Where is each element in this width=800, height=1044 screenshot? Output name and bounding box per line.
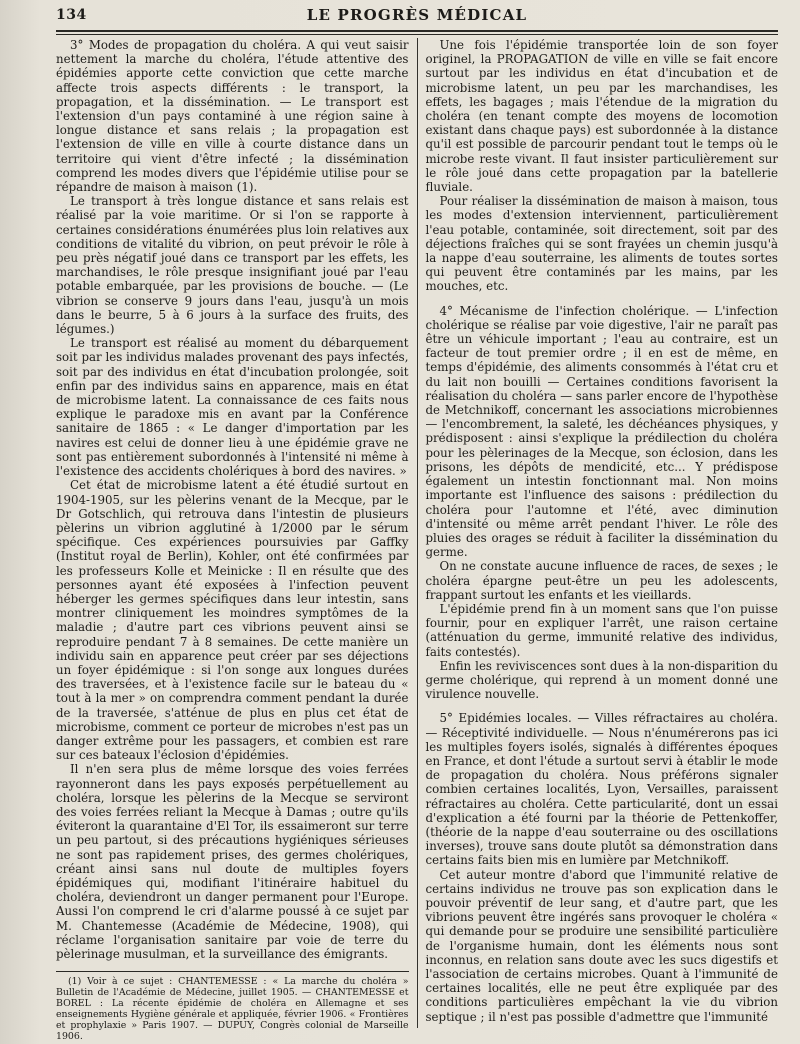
paragraph-dissemination: Pour réaliser la dissémination de maison à maison, tous les modes d'extension interviennent, particulièrement l'eau potable, contaminée, soit directement, soit par des déjections fraîches qui se sont frayées un chemin jusqu'à la nappe d'eau souterraine, les aliments de toutes sortes qui peuvent être contaminés par les mains, par les mouches, etc. xyxy=(425,194,778,294)
paragraph-reviviscences: Enfin les reviviscences sont dues à la non-disparition du germe cholérique, qui reprend à un moment donné une virulence nouvelle. xyxy=(425,658,778,702)
paragraph-propagation-ville: Une fois l'épidémie transportée loin de son foyer originel, la PROPAGATION de ville en ville se fait encore surtout par les individus en état d'incubation et de microbisme latent, un peu par les marchandises, les effets, les bagages ; mais l'étendue de la migration du choléra (en tenant compte des moyens de locomotion existant dans chaque pays) est subordonnée à la distance qu'il est possible de parcourir pendant tout le temps où le microbe reste vivant. Il faut insister particulièrement sur le rôle joué dans cette propagation par la batellerie fluviale. xyxy=(425,38,778,195)
paragraph-mecanisme-infection: 4° Mécanisme de l'infection cholérique. — L'infection cholérique se réalise par voie digestive, l'air ne paraît pas être un véhicule important ; l'eau au contraire, est un facteur de tout premier ordre ; il en est de même, en temps d'épidémie, des aliments consommés à l'état cru et du lait non bouilli — Certaines conditions favorisent la réalisation du choléra — sans parler encore de l'hypothèse de Metchnikoff, concernant les associations microbiennes — l'encombrement, la saleté, les déchéances physiques, y prédisposent : ainsi s'explique la prédilection du choléra pour les pèlerinages de la Mecque, son éclosion, dans les prisons, les dépôts de mendicité, etc... Y prédispose également un intestin fonctionnant mal. Non moins importante est l'influence des saisons : prédilection du choléra pour l'automne et l'été, avec diminution d'intensité ou même arrêt pendant l'hiver. Le rôle des pluies des orages se réduit à faciliter la dissémination du germe. xyxy=(425,303,778,560)
right-column xyxy=(417,38,778,1028)
paragraph-debarquement: Le transport est réalisé au moment du débarquement soit par les individus malades provenant des pays infectés, soit par des individus en état d'incubation prolongée, soit enfin par des individus sains en apparence, mais en état de microbisme latent. La connaissance de ces faits nous explique le paradoxe mis en avant par la Conférence sanitaire de 1865 : « Le danger d'importation par les navires est celui de donner lieu à une épidémie grave ne sont pas entièrement subordonnés à l'intensité ni même à l'existence des accidents cholériques à bord des navires. » xyxy=(56,336,409,479)
page-header xyxy=(56,0,778,30)
paragraph-transport-maritime: Le transport à très longue distance et sans relais est réalisé par la voie maritime. Or si l'on se rapporte à certaines considérations énumérées plus loin relatives aux conditions de vitalité du vibrion, on peut prévoir le rôle à peu près négatif joué dans ce transport par les effets, les marchandises, le rôle presque insignifiant joué par l'eau potable embarquée, par les provisions de bouche. — (Le vibrion se conserve 9 jours dans l'eau, jusqu'à un mois dans le beurre, 5 à 6 jours à la surface des fruits, des légumes.) xyxy=(56,194,409,337)
page-number: 134 xyxy=(56,7,87,23)
text-columns xyxy=(56,38,778,1043)
paragraph-immunite: Cet auteur montre d'abord que l'immunité relative de certains individus ne trouve pas son explication dans le pouvoir préventif de leur sang, et d'autre part, que les vibrions peuvent être ingérés sans provoquer le choléra « qui demande pour se produire une sensibilité particulière de l'organisme humain, dont les éléments nous sont inconnus, en relation sans doute avec les sucs digestifs et l'association de certains microbes. Quant à l'immunité de certaines localités, elle ne peut être expliquée par des conditions particulières empêchant la vie du vibrion septique ; il n'est pas possible d'admettre que l'immunité xyxy=(425,867,778,1024)
header-rule xyxy=(56,30,778,35)
paragraph-modes-propagation: 3° Modes de propagation du choléra. A qui veut saisir nettement la marche du choléra, l'étude attentive des épidémies apporte cette conviction que cette marche affecte trois aspects différents : le transport, la propagation, et la dissémination. — Le transport est l'extension d'un pays contaminé à une région saine à longue distance et sans relais ; la propagation est l'extension de ville en ville à courte distance dans un territoire qui vient d'être infecté ; la dissémination comprend les modes divers que l'épidémie utilise pour se répandre de maison à maison (1). xyxy=(56,38,409,195)
journal-title: LE PROGRÈS MÉDICAL xyxy=(306,6,528,24)
footnote-rule xyxy=(56,971,409,972)
paragraph-epidemies-locales: 5° Epidémies locales. — Villes réfractaires au choléra. — Réceptivité individuelle. — Nous n'énumérerons pas ici les multiples foyers isolés, signalés à différentes époques en France, et dont l'étude a surtout servi à établir le mode de propagation du choléra. Nous préférons signaler combien certaines localités, Lyon, Versailles, paraissent réfractaires au choléra. Cette particularité, dont un essai d'explication a été fourni par la théorie de Pettenkoffer, (théorie de la nappe d'eau souterraine ou des oscillations inverses), trouve sans doute plutôt sa démonstration dans certains faits bien mis en lumière par Metchnikoff. xyxy=(425,711,778,868)
paragraph-voies-ferrees: Il n'en sera plus de même lorsque des voies ferrées rayonneront dans les pays exposés perpétuellement au choléra, lorsque les pèlerins de la Mecque se serviront des voies ferrées reliant la Mecque à Damas ; outre qu'ils éviteront la quarantaine d'El Tor, ils essaimeront sur terre un peu partout, si des précautions hygiéniques sérieuses ne sont pas rapidement prises, des germes cholériques, créant ainsi sans nul doute de multiples foyers épidémiques qui, modifiant l'itinéraire habituel du choléra, deviendront un danger permanent pour l'Europe. Aussi l'on comprend le cri d'alarme poussé à ce sujet par M. Chantemesse (Académie de Médecine, 1908), qui réclame l'organisation sanitaire par voie de terre du pèlerinage musulman, et la surveillance des émigrants. xyxy=(56,762,409,961)
footnote-text: (1) Voir à ce sujet : CHANTEMESSE : « La marche du choléra » Bulletin de l'Académie de Médecine, juillet 1905. — CHANTEMESSE et BOREL : La récente épidémie de choléra en Allemagne et ses enseignements Hygiène générale et appliquée, février 1906. « Frontières et prophylaxie » Paris 1907. — DUPUY, Congrès colonial de Marseille 1906. xyxy=(56,976,409,1043)
footnote xyxy=(56,976,409,1042)
left-column xyxy=(56,38,417,1043)
paragraph-microbisme-latent: Cet état de microbisme latent a été étudié surtout en 1904-1905, sur les pèlerins venant de la Mecque, par le Dr Gotschlich, qui retrouva dans l'intestin de plusieurs pèlerins un vibrion agglutiné à 1/2000 par le sérum spécifique. Ces expériences poursuivies par Gaffky (Institut royal de Berlin), Kohler, ont été confirmées par les professeurs Kolle et Meinicke : Il en résulte que des personnes ayant été exposées à l'infection peuvent héberger les germes spécifiques dans leur intestin, sans montrer cliniquement les moindres symptômes de la maladie ; d'autre part ces vibrions peuvent ainsi se reproduire pendant 7 à 8 semaines. De cette manière un individu sain en apparence peut créer par ses déjections un foyer épidémique : si l'on songe aux longues durées des traversées, et à l'existence facile sur le bateau du « tout à la mer » on comprendra comment pendant la durée de la traversée, s'atténue de plus en plus cet état de microbisme, comment ce porteur de microbes n'est pas un danger extrême pour les passagers, et combien est rare sur ces bateaux l'éclosion d'épidémies. xyxy=(56,478,409,763)
paragraph-races-sexes: On ne constate aucune influence de races, de sexes ; le choléra épargne peut-être un peu les adolescents, frappant surtout les enfants et les vieillards. xyxy=(425,559,778,602)
paragraph-fin-epidemie: L'épidémie prend fin à un moment sans que l'on puisse fournir, pour en expliquer l'arrêt, une raison certaine (atténuation du germe, immunité relative des individus, faits contestés). xyxy=(425,601,778,659)
